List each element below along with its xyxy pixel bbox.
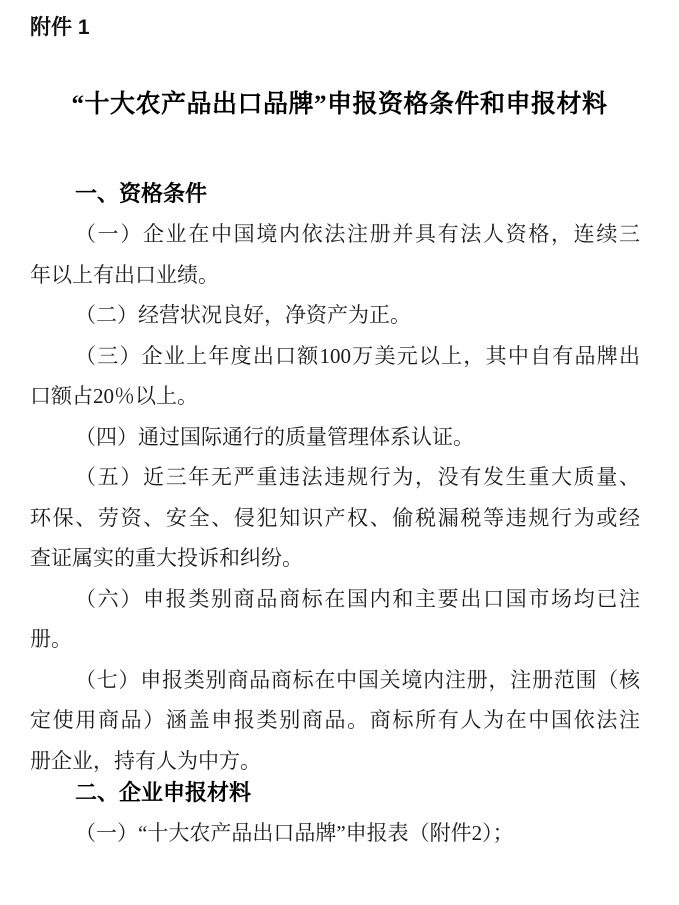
paragraph-item-4 <box>30 417 640 458</box>
text-line: 册。 <box>30 627 72 651</box>
paragraph-item-2 <box>30 295 640 336</box>
text-line: （四）通过国际通行的质量管理体系认证。 <box>75 424 474 449</box>
paragraph-item-5 <box>30 457 640 579</box>
text-line: 册企业，持有人为中方。 <box>30 748 261 773</box>
text-line: （七）申报类别商品商标在中国关境内注册，注册范围（核 <box>75 667 640 692</box>
paragraph-materials-item-1 <box>30 813 640 854</box>
text-line: （五）近三年无严重违法违规行为，没有发生重大质量、 <box>75 465 640 489</box>
text-line: （一）“十大农产品出口品牌”申报表（附件2）； <box>75 821 514 845</box>
text-line: 年以上有出口业绩。 <box>30 262 219 287</box>
text-line: （三）企业上年度出口额100万美元以上，其中自有品牌出 <box>75 343 640 368</box>
text-line: （六）申报类别商品商标在国内和主要出口国市场均已注 <box>75 586 640 611</box>
paragraph-item-3 <box>30 336 640 417</box>
text-line: （二）经营状况良好，净资产为正。 <box>75 303 411 327</box>
paragraph-item-1 <box>30 214 640 295</box>
section-heading-application-materials: 二、企业申报材料 <box>75 780 252 805</box>
paragraph-item-7 <box>30 660 640 782</box>
text-line: 定使用商品）涵盖申报类别商品。商标所有人为在中国依法注 <box>30 708 640 732</box>
text-line: （一）企业在中国境内依法注册并具有法人资格，连续三 <box>75 222 640 246</box>
document-title: “十大农产品出口品牌”申报资格条件和申报材料 <box>71 91 608 118</box>
paragraph-item-6 <box>30 579 640 660</box>
text-line: 查证属实的重大投诉和纠纷。 <box>30 546 303 570</box>
section-heading-qualifications: 一、资格条件 <box>75 181 208 206</box>
content-area <box>30 174 640 854</box>
attachment-number: 附件 1 <box>30 16 90 39</box>
text-line: 口额占20％以上。 <box>30 384 198 408</box>
text-line: 环保、劳资、安全、侵犯知识产权、偷税漏税等违规行为或经 <box>30 505 640 530</box>
